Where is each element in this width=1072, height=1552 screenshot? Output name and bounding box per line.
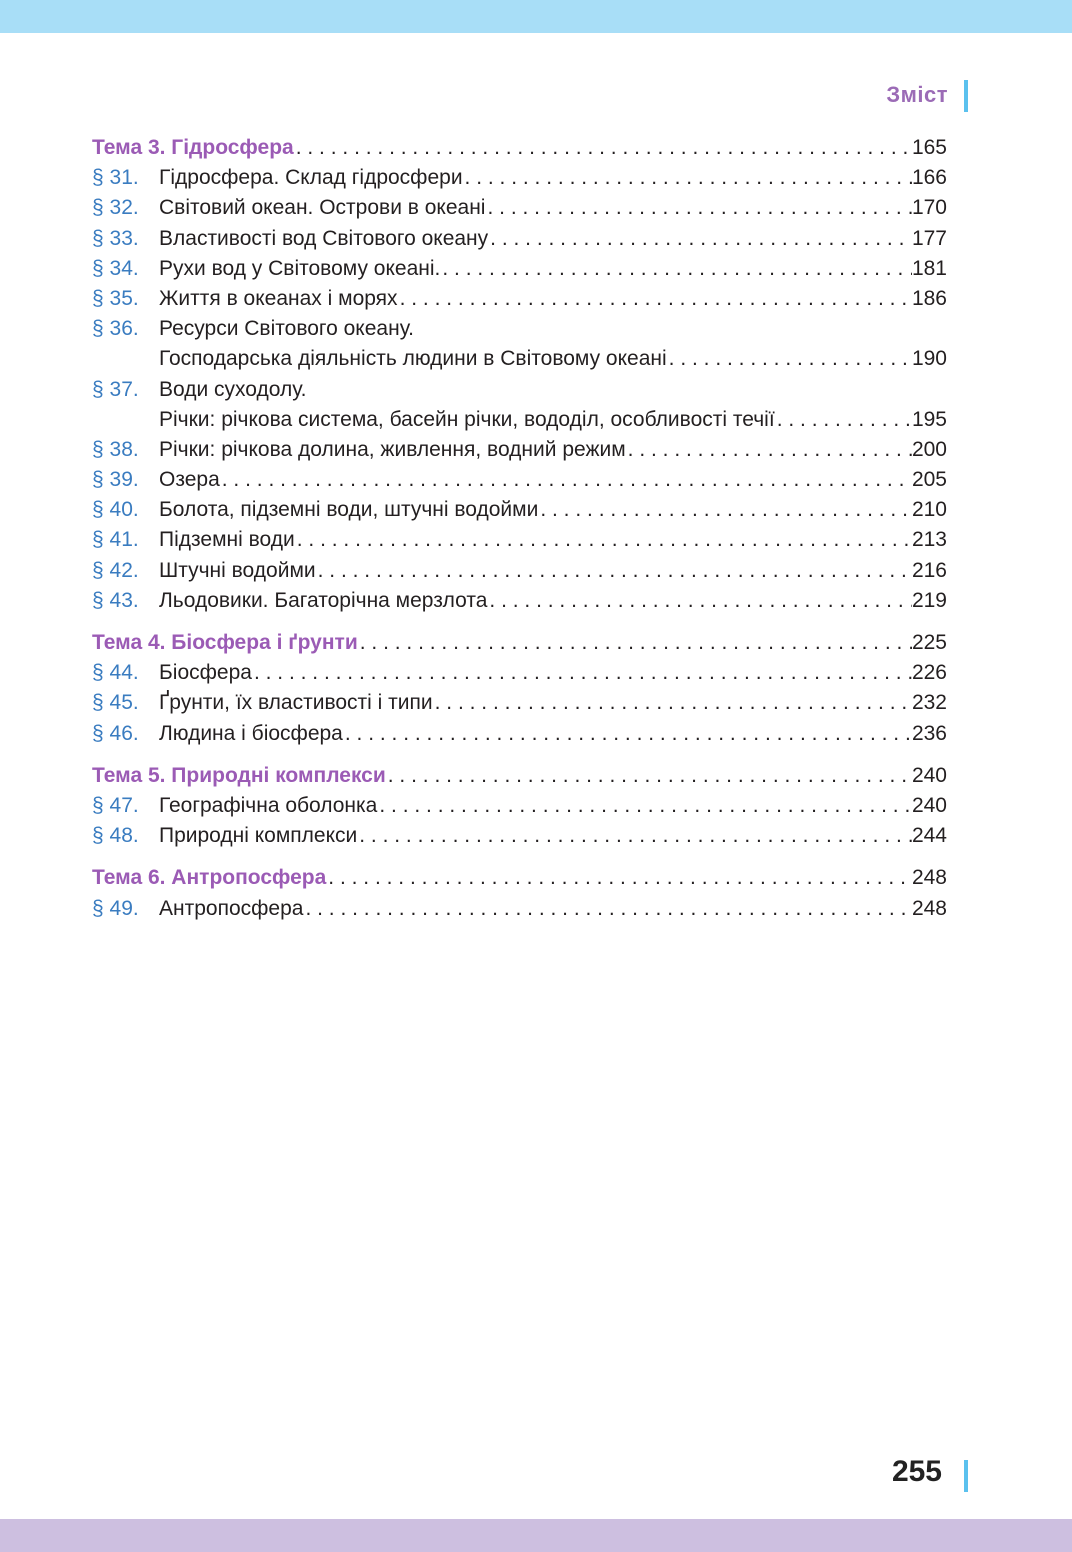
dot-leader (359, 821, 912, 851)
toc-title-line-2: Річки: річкова система, басейн річки, вододіл, особливості течії (159, 407, 775, 431)
dot-leader (669, 344, 912, 374)
toc-item-33[interactable] (92, 224, 947, 254)
dot-leader (490, 224, 912, 254)
dot-leader (489, 586, 912, 616)
paragraph-number: § 44. (92, 661, 139, 685)
toc-page: 240 (911, 763, 947, 787)
toc-topic-5[interactable] (92, 761, 947, 791)
paragraph-number: § 31. (92, 166, 139, 190)
toc-page: 170 (911, 196, 947, 220)
toc-item-39[interactable] (92, 465, 947, 495)
toc-title: Біосфера (159, 661, 252, 685)
paragraph-number: § 37. (92, 377, 139, 401)
paragraph-number: § 38. (92, 437, 139, 461)
toc-title-line-2: Господарська діяльність людини в Світовому океані (159, 347, 667, 371)
toc-page: 244 (911, 824, 947, 848)
toc-item-34[interactable] (92, 254, 947, 284)
toc-topic-6[interactable] (92, 863, 947, 893)
toc-title: Світовий океан. Острови в океані (159, 196, 486, 220)
toc-page: 226 (911, 661, 947, 685)
toc-title: Підземні води (159, 528, 295, 552)
toc-item-37-continued[interactable] (92, 405, 947, 435)
toc-page: 177 (911, 226, 947, 250)
toc-title: Води суходолу. (159, 377, 307, 401)
toc-page: 190 (911, 347, 947, 371)
toc-page: 166 (911, 166, 947, 190)
toc-topic-4[interactable] (92, 628, 947, 658)
section-title: Зміст (886, 82, 948, 107)
toc-page: 205 (911, 468, 947, 492)
header-accent-bar (964, 80, 968, 112)
paragraph-number: § 32. (92, 196, 139, 220)
toc-title: Тема 4. Біосфера і ґрунти (92, 631, 358, 654)
dot-leader (254, 658, 912, 688)
toc-title: Озера (159, 468, 220, 492)
toc-item-46[interactable] (92, 719, 947, 749)
dot-leader (297, 525, 912, 555)
toc-topic-3[interactable] (92, 133, 947, 163)
toc-item-47[interactable] (92, 791, 947, 821)
toc-title: Ресурси Світового океану. (159, 317, 414, 341)
dot-leader (435, 688, 912, 718)
toc-page: 236 (911, 721, 947, 745)
toc-item-49[interactable] (92, 894, 947, 924)
toc-title: Гідросфера. Склад гідросфери (159, 166, 463, 190)
paragraph-number: § 36. (92, 317, 139, 341)
toc-page: 248 (911, 866, 947, 890)
toc-item-45[interactable] (92, 688, 947, 718)
paragraph-number: § 45. (92, 691, 139, 715)
dot-leader (318, 556, 912, 586)
toc-title: Ґрунти, їх властивості і типи (159, 691, 433, 715)
toc-page: 219 (911, 588, 947, 612)
dot-leader (222, 465, 912, 495)
toc-page: 213 (911, 528, 947, 552)
paragraph-number: § 46. (92, 721, 139, 745)
dot-leader (400, 284, 912, 314)
toc-title: Природні комплекси (159, 824, 358, 848)
paragraph-number: § 48. (92, 824, 139, 848)
toc-item-31[interactable] (92, 163, 947, 193)
paragraph-number: § 35. (92, 286, 139, 310)
toc-title: Льодовики. Багаторічна мерзлота (159, 588, 488, 612)
dot-leader (305, 894, 912, 924)
bottom-color-band (0, 1519, 1072, 1552)
dot-leader (388, 761, 912, 791)
toc-title: Людина і біосфера (159, 721, 343, 745)
dot-leader (540, 495, 912, 525)
dot-leader (777, 405, 912, 435)
toc-item-38[interactable] (92, 435, 947, 465)
footer-accent-bar (964, 1460, 968, 1492)
toc-title: Рухи вод у Світовому океані. (159, 256, 441, 280)
toc-page: 248 (911, 896, 947, 920)
toc-page: 240 (911, 793, 947, 817)
top-color-band (0, 0, 1072, 33)
paragraph-number: § 49. (92, 896, 139, 920)
paragraph-number: § 40. (92, 498, 139, 522)
dot-leader (345, 719, 912, 749)
dot-leader (628, 435, 912, 465)
toc-title: Річки: річкова долина, живлення, водний режим (159, 437, 626, 461)
page-number: 255 (891, 1455, 942, 1488)
toc-item-32[interactable] (92, 193, 947, 223)
toc-page: 216 (911, 558, 947, 582)
toc-page: 210 (911, 498, 947, 522)
toc-item-37[interactable] (92, 375, 947, 405)
toc-page: 232 (911, 691, 947, 715)
dot-leader (296, 133, 912, 163)
toc-title: Життя в океанах і морях (159, 286, 398, 310)
toc-page: 225 (911, 631, 947, 654)
paragraph-number: § 41. (92, 528, 139, 552)
toc-item-42[interactable] (92, 556, 947, 586)
toc-title: Географічна оболонка (159, 793, 378, 817)
toc-title: Антропосфера (159, 896, 304, 920)
dot-leader (442, 254, 912, 284)
dot-leader (360, 628, 912, 658)
toc-title: Тема 3. Гідросфера (92, 136, 294, 159)
toc-page: 186 (911, 286, 947, 310)
paragraph-number: § 47. (92, 793, 139, 817)
toc-item-36-continued[interactable] (92, 344, 947, 374)
toc-page: 200 (911, 437, 947, 461)
toc-item-40[interactable] (92, 495, 947, 525)
paragraph-number: § 42. (92, 558, 139, 582)
toc-page: 181 (911, 256, 947, 280)
toc-item-48[interactable] (92, 821, 947, 851)
toc-item-43[interactable] (92, 586, 947, 616)
paragraph-number: § 43. (92, 588, 139, 612)
paragraph-number: § 33. (92, 226, 139, 250)
toc-item-36[interactable] (92, 314, 947, 344)
toc-title: Тема 5. Природні комплекси (92, 763, 386, 787)
toc-item-35[interactable] (92, 284, 947, 314)
dot-leader (487, 193, 911, 223)
toc-title: Властивості вод Світового океану (159, 226, 489, 250)
toc-item-41[interactable] (92, 525, 947, 555)
dot-leader (379, 791, 912, 821)
table-of-contents (92, 133, 947, 924)
toc-title: Штучні водойми (159, 558, 316, 582)
toc-title: Тема 6. Антропосфера (92, 866, 327, 890)
paragraph-number: § 39. (92, 468, 139, 492)
toc-page: 195 (911, 407, 947, 431)
paragraph-number: § 34. (92, 256, 139, 280)
dot-leader (465, 163, 912, 193)
toc-page: 165 (911, 136, 947, 159)
toc-item-44[interactable] (92, 658, 947, 688)
toc-title: Болота, підземні води, штучні водойми (159, 498, 539, 522)
dot-leader (328, 863, 912, 893)
